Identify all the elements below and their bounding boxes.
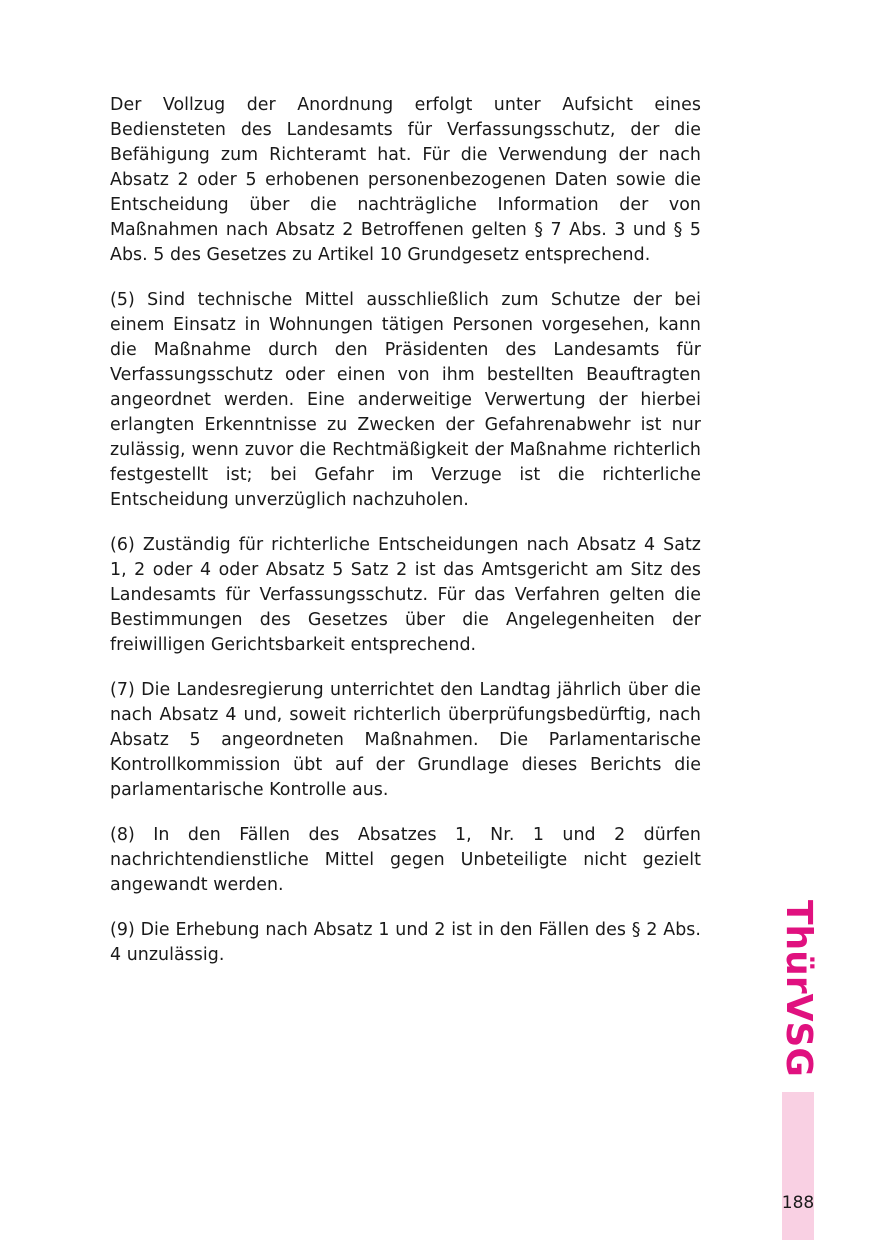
paragraph-continuation: Der Vollzug der Anordnung erfolgt unter Aufsicht eines Bediensteten des Landesamts für Verfassungsschutz, der die Befähigung zum Richteramt hat. Für die Verwendung der nach Absatz 2 oder 5 erhobenen personenbezogenen Daten sowie die Entscheidung über die nachträgliche Information der von Maßnahmen nach Absatz 2 Betroffenen gelten § 7 Abs. 3 und § 5 Abs. 5 des Gesetzes zu Artikel 10 Grundgesetz entsprechend. <box>110 95 701 265</box>
paragraph-8: (8) In den Fällen des Absatzes 1, Nr. 1 und 2 dürfen nachrichtendienstliche Mittel gegen Unbeteiligte nicht gezielt angewandt werden. <box>110 825 701 895</box>
paragraph-7: (7) Die Landesregierung unterrichtet den Landtag jährlich über die nach Absatz 4 und, soweit richterlich überprüfungsbedürftig, nach Absatz 5 angeordneten Maßnahmen. Die Parlamentarische Kontrollkommission übt auf der Grundlage dieses Berichts die parlamentarische Kontrolle aus. <box>110 680 701 800</box>
page-number-tab <box>782 1092 814 1240</box>
paragraph-6: (6) Zuständig für richterliche Entscheidungen nach Absatz 4 Satz 1, 2 oder 4 oder Absatz 5 Satz 2 ist das Amtsgericht am Sitz des Landesamts für Verfassungsschutz. Für das Verfahren gelten die Bestimmungen des Gesetzes über die Angelegenheiten der freiwilligen Gerichtsbarkeit entsprechend. <box>110 535 701 655</box>
section-tab <box>778 900 819 1077</box>
paragraph-9: (9) Die Erhebung nach Absatz 1 und 2 ist in den Fällen des § 2 Abs. 4 unzulässig. <box>110 920 701 965</box>
section-label: ThürVSG <box>778 900 819 1077</box>
page-number: 188 <box>781 1193 815 1213</box>
paragraph-5: (5) Sind technische Mittel ausschließlich zum Schutze der bei einem Einsatz in Wohnungen tätigen Personen vorgesehen, kann die Maßnahme durch den Präsidenten des Landesamts für Verfassungsschutz oder einen von ihm bestellten Beauftragten angeordnet werden. Eine anderweitige Verwertung der hierbei erlangten Erkenntnisse zu Zwecken der Gefahrenabwehr ist nur zulässig, wenn zuvor die Rechtmäßigkeit der Maßnahme richterlich festgestellt ist; bei Gefahr im Verzuge ist die richterliche Entscheidung unverzüglich nachzuholen. <box>110 290 701 510</box>
body-text <box>110 93 701 988</box>
